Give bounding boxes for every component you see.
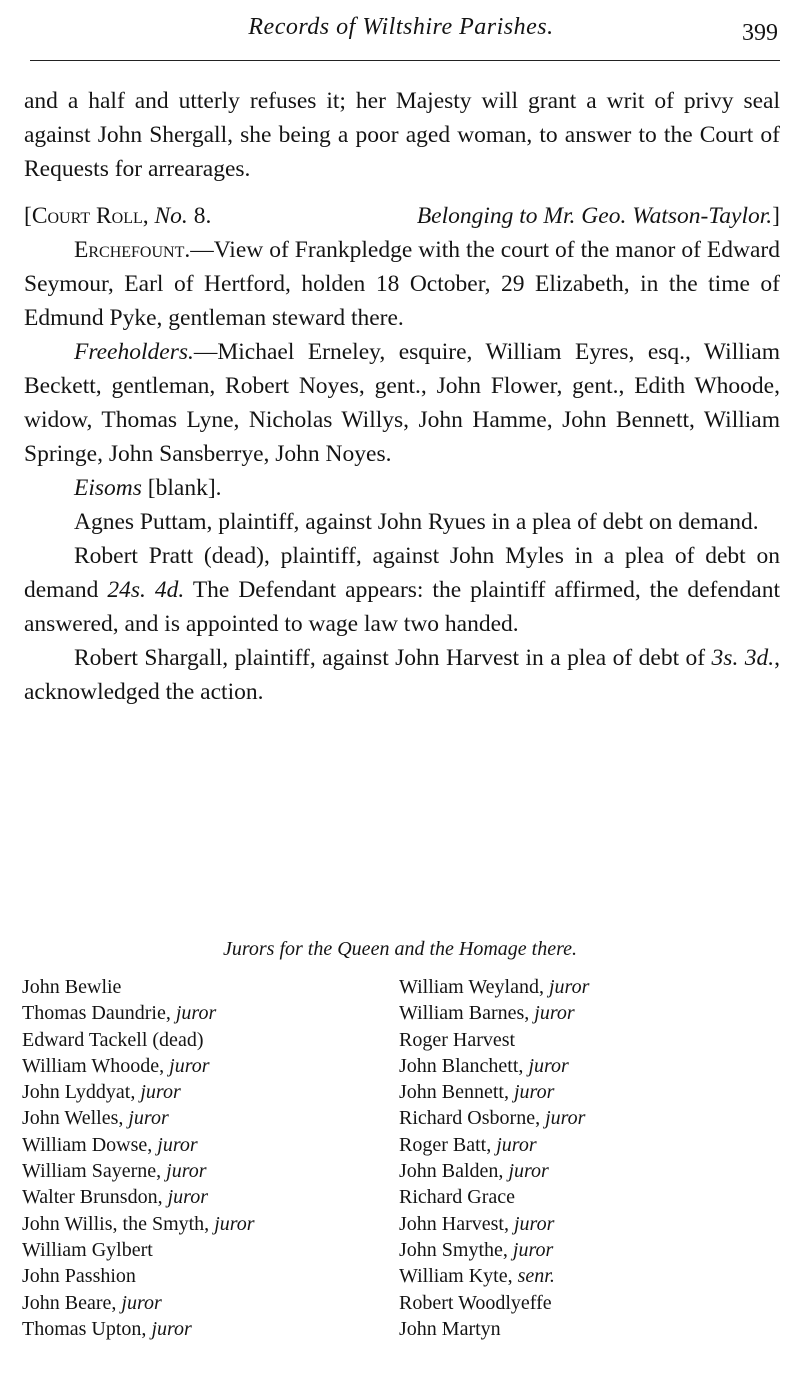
court-roll-number: 8. xyxy=(193,203,212,229)
pratt-amount: 24s. 4d. xyxy=(107,577,185,603)
juror-role: juror xyxy=(157,1133,198,1156)
juror-name: John Welles, xyxy=(22,1107,124,1130)
freeholders-label: Freeholders. xyxy=(74,339,194,365)
juror-entry xyxy=(399,1237,779,1263)
juror-name: William Sayerne, xyxy=(22,1160,162,1183)
court-roll-reference xyxy=(24,199,780,233)
juror-entry xyxy=(399,1079,779,1105)
juror-name: John Lyddyat, xyxy=(22,1081,136,1104)
eisoms-text: [blank]. xyxy=(147,475,222,501)
court-roll-label: Court Roll xyxy=(31,203,143,229)
juror-role: juror xyxy=(534,1002,575,1025)
juror-entry xyxy=(399,1027,779,1053)
juror-name: Edward Tackell (dead) xyxy=(22,1028,204,1051)
juror-entry xyxy=(399,1158,779,1184)
juror-name: William Dowse, xyxy=(22,1133,153,1156)
juror-entry xyxy=(399,1132,779,1158)
running-title: Records of Wiltshire Parishes. xyxy=(248,14,554,40)
jurors-list-left xyxy=(22,974,382,1342)
juror-entry xyxy=(399,1263,779,1289)
juror-role: juror xyxy=(128,1107,169,1130)
header-rule xyxy=(30,60,780,61)
juror-entry xyxy=(22,974,382,1000)
paragraph-eisoms xyxy=(24,471,780,505)
juror-entry xyxy=(22,1263,382,1289)
juror-entry xyxy=(22,1079,382,1105)
pratt-text-before: Robert Pratt (dead), plaintiff, against John Myles in a plea of debt on demand xyxy=(24,543,780,603)
juror-role: juror xyxy=(175,1002,217,1025)
eisoms-label: Eisoms xyxy=(74,475,142,501)
juror-entry xyxy=(399,1316,779,1342)
paragraph-pratt xyxy=(24,539,780,641)
juror-entry xyxy=(22,1105,382,1131)
juror-entry xyxy=(22,1290,382,1316)
juror-name: John Bennett, xyxy=(399,1081,509,1104)
shargall-text-after: , acknowledged the action. xyxy=(24,645,780,705)
juror-name: Thomas Daundrie, xyxy=(22,1002,171,1025)
juror-name: Walter Brunsdon, xyxy=(22,1186,163,1209)
juror-entry xyxy=(22,1132,382,1158)
juror-entry xyxy=(22,1158,382,1184)
juror-name: William Barnes, xyxy=(399,1002,530,1025)
paragraph-continuation: and a half and utterly refuses it; her Majesty will grant a writ of privy seal against John Shergall, she being a poor aged woman, to answer to the Court of Requests for arrearages. xyxy=(24,88,780,182)
juror-role: juror xyxy=(151,1317,192,1340)
juror-entry xyxy=(22,1000,382,1026)
juror-entry xyxy=(22,1237,382,1263)
juror-entry xyxy=(399,1053,779,1079)
juror-role: senr. xyxy=(517,1265,555,1288)
juror-name: Richard Osborne, xyxy=(399,1107,541,1130)
juror-role: juror xyxy=(548,976,590,998)
paragraph-gap xyxy=(24,186,780,199)
shargall-amount: 3s. 3d. xyxy=(711,645,775,671)
juror-role: juror xyxy=(214,1212,255,1235)
juror-role: juror xyxy=(140,1081,181,1104)
court-roll-no-label: No. xyxy=(154,203,188,229)
juror-role: juror xyxy=(545,1107,586,1130)
juror-name: Thomas Upton, xyxy=(22,1317,147,1340)
juror-role: juror xyxy=(169,1054,210,1077)
paragraph-puttam: Agnes Puttam, plaintiff, against John Ryues in a plea of debt on demand. xyxy=(74,509,759,535)
juror-role: juror xyxy=(512,1238,554,1261)
juror-name: John Willis, the Smyth, xyxy=(22,1212,210,1235)
juror-name: John Bewlie xyxy=(22,976,122,998)
juror-name: Roger Harvest xyxy=(399,1028,516,1051)
juror-entry xyxy=(22,1184,382,1210)
juror-entry xyxy=(399,1211,779,1237)
juror-name: John Martyn xyxy=(399,1317,501,1340)
juror-name: Richard Grace xyxy=(399,1186,516,1209)
court-roll-comma: , xyxy=(142,203,149,229)
juror-name: John Beare, xyxy=(22,1291,117,1314)
juror-role: juror xyxy=(496,1133,537,1156)
juror-name: William Whoode, xyxy=(22,1054,165,1077)
open-bracket: [ xyxy=(24,203,32,229)
pratt-text-after: The Defendant appears: the plaintiff affirmed, the defendant answered, and is appointed to wage law two handed. xyxy=(24,577,781,637)
juror-role: juror xyxy=(514,1081,555,1104)
juror-entry xyxy=(399,1105,779,1131)
juror-name: John Passhion xyxy=(22,1265,136,1288)
paragraph-erchefount-text: —View of Frankpledge with the court of the manor of Edward Seymour, Earl of Hertford, holden 18 October, 29 Elizabeth, in the time of Edmund Pyke, gentleman steward there. xyxy=(24,237,780,331)
juror-entry xyxy=(399,1290,779,1316)
juror-name: Robert Woodlyeffe xyxy=(399,1291,552,1314)
juror-name: John Smythe, xyxy=(399,1238,508,1261)
paragraph-shargall xyxy=(24,641,780,709)
freeholders-text: —Michael Erneley, esquire, William Eyres, esq., William Beckett, gentleman, Robert Noyes, gent., John Flower, gent., Edith Whoode, widow, Thomas Lyne, Nicholas Willys, John Hamme, John Bennett, William Springe, John Sansberrye, John Noyes. xyxy=(24,339,780,467)
juror-role: juror xyxy=(508,1160,549,1183)
juror-name: Roger Batt, xyxy=(399,1133,492,1156)
juror-entry xyxy=(399,974,779,1000)
juror-name: William Gylbert xyxy=(22,1238,153,1261)
juror-name: William Weyland, xyxy=(399,976,544,998)
juror-entry xyxy=(399,1000,779,1026)
body-text xyxy=(24,84,780,709)
juror-role: juror xyxy=(121,1291,162,1314)
juror-entry xyxy=(22,1316,382,1342)
juror-role: juror xyxy=(513,1212,555,1235)
juror-entry xyxy=(399,1184,779,1210)
paragraph-freeholders xyxy=(24,335,780,471)
juror-name: John Balden, xyxy=(399,1160,504,1183)
juror-role: juror xyxy=(528,1054,569,1077)
court-roll-owner xyxy=(417,199,780,233)
shargall-text-before: Robert Shargall, plaintiff, against John Harvest in a plea of debt of xyxy=(74,645,706,671)
juror-name: John Harvest, xyxy=(399,1212,509,1235)
juror-name: William Kyte, xyxy=(399,1265,513,1288)
juror-entry xyxy=(22,1027,382,1053)
close-bracket: ] xyxy=(772,203,780,229)
juror-role: juror xyxy=(167,1186,208,1209)
juror-entry xyxy=(22,1211,382,1237)
juror-entry xyxy=(22,1053,382,1079)
jurors-list-right xyxy=(399,974,779,1342)
juror-name: John Blanchett, xyxy=(399,1054,524,1077)
page-number: 399 xyxy=(742,20,778,46)
juror-role: juror xyxy=(166,1160,207,1183)
place-name: Erchefount. xyxy=(74,237,191,263)
running-header xyxy=(22,10,780,50)
paragraph-erchefount xyxy=(24,233,780,335)
court-roll-belonging: Belonging to Mr. Geo. Watson-Taylor. xyxy=(416,203,773,229)
jurors-heading: Jurors for the Queen and the Homage there. xyxy=(222,938,577,960)
court-roll-citation xyxy=(24,199,211,233)
